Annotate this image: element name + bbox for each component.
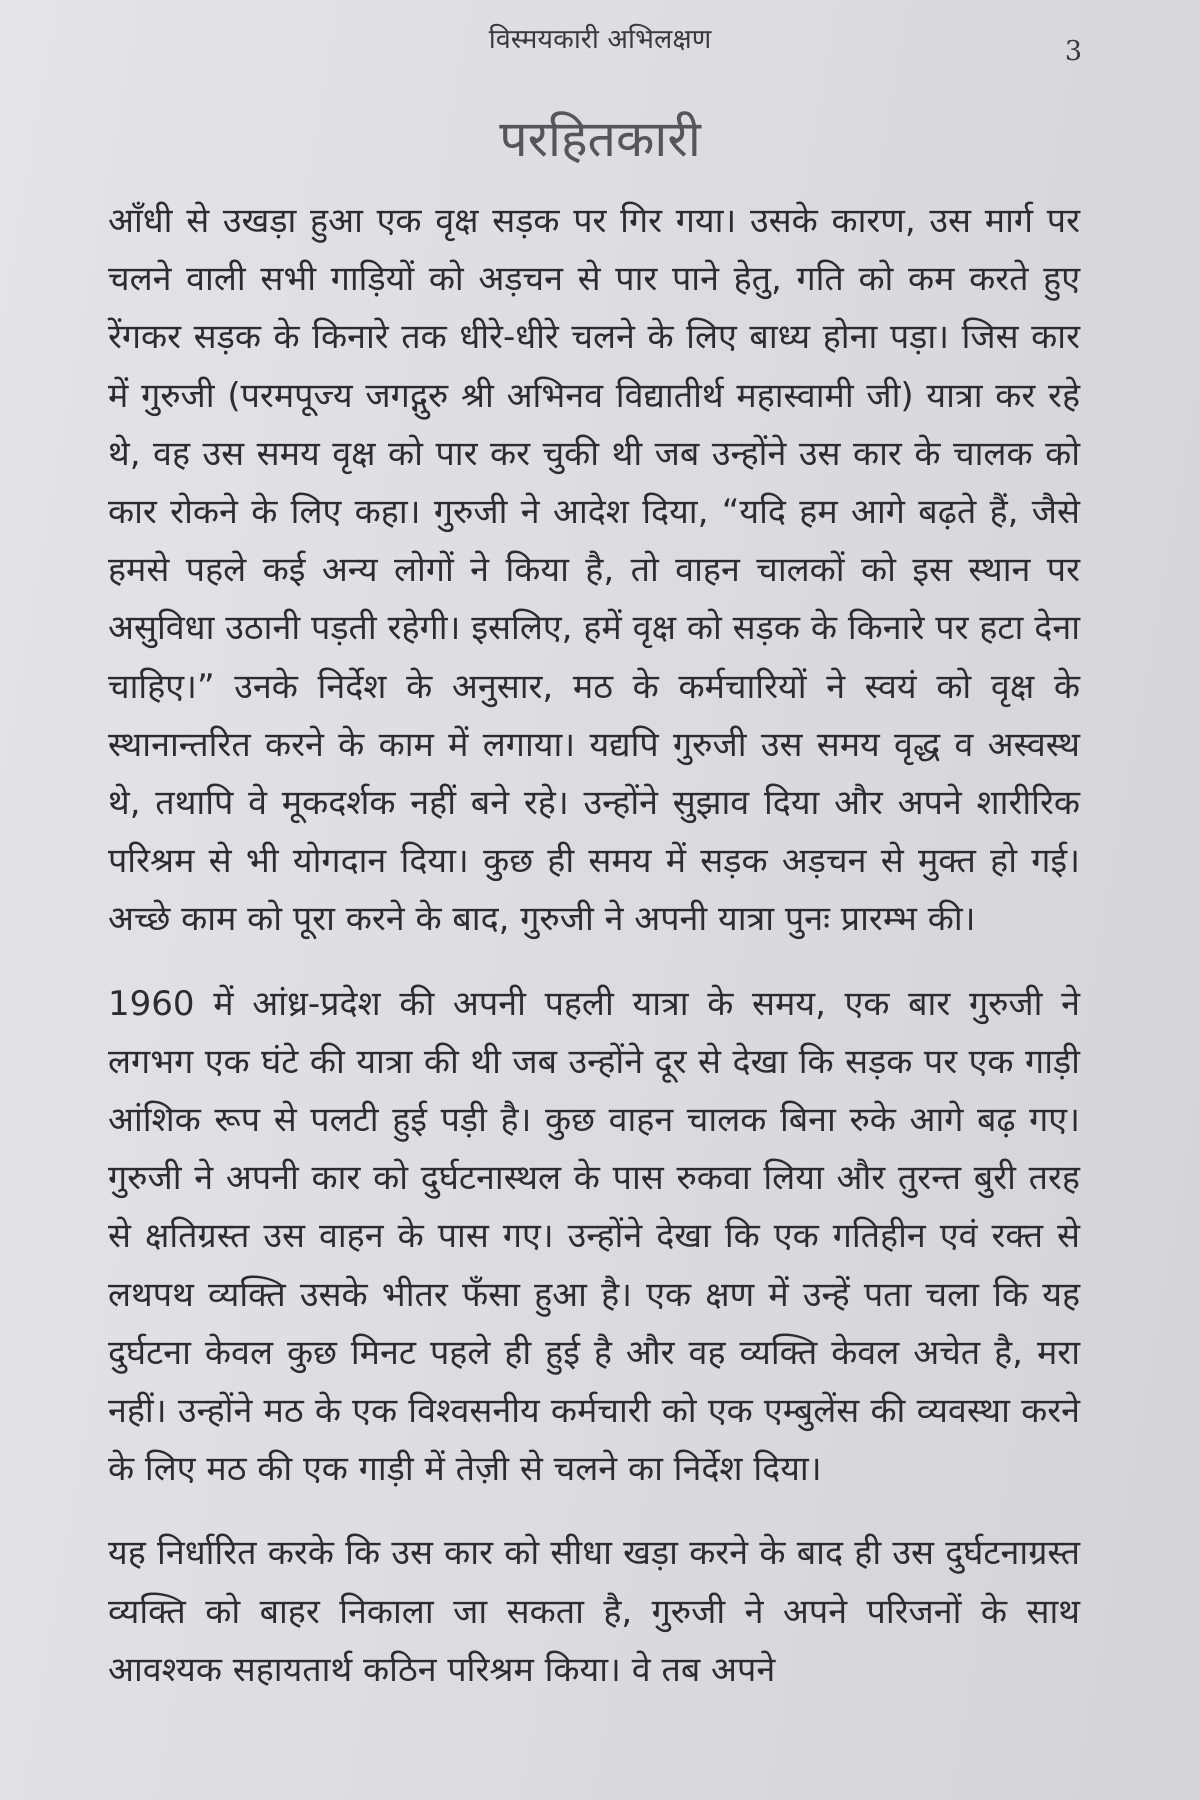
page-number: 3 bbox=[1064, 36, 1082, 67]
chapter-title: परहितकारी bbox=[499, 110, 701, 168]
running-head bbox=[0, 20, 1200, 67]
body-text bbox=[108, 192, 1080, 1699]
running-title: विस्मयकारी अभिलक्षण bbox=[488, 24, 712, 55]
paragraph-tree-removal: आँधी से उखड़ा हुआ एक वृक्ष सड़क पर गिर गया। उसके कारण, उस मार्ग पर चलने वाली सभी गाड़ियों को अड़चन से पार पाने हेतु, गति को कम करते हुए रेंगकर सड़क के किनारे तक धीरे-धीरे चलने के लिए बाध्य होना पड़ा। जिस कार में गुरुजी (परमपूज्य जगद्गुरु श्री अभिनव विद्यातीर्थ महास्वामी जी) यात्रा कर रहे थे, वह उस समय वृक्ष को पार कर चुकी थी जब उन्होंने उस कार के चालक को कार रोकने के लिए कहा। गुरुजी ने आदेश दिया, “यदि हम आगे बढ़ते हैं, जैसे हमसे पहले कई अन्य लोगों ने किया है, तो वाहन चालकों को इस स्थान पर असुविधा उठानी पड़ती रहेगी। इसलिए, हमें वृक्ष को सड़क के किनारे पर हटा देना चाहिए।” उनके निर्देश के अनुसार, मठ के कर्मचारियों ने स्वयं को वृक्ष के स्थानान्तरित करने के काम में लगाया। यद्यपि गुरुजी उस समय वृद्ध व अस्वस्थ थे, तथापि वे मूकदर्शक नहीं बने रहे। उन्होंने सुझाव दिया और अपने शारीरिक परिश्रम से भी योगदान दिया। कुछ ही समय में सड़क अड़चन से मुक्त हो गई। अच्छे काम को पूरा करने के बाद, गुरुजी ने अपनी यात्रा पुनः प्रारम्भ की। bbox=[108, 201, 1080, 940]
paragraph-accident-1960: 1960 में आंध्र-प्रदेश की अपनी पहली यात्रा के समय, एक बार गुरुजी ने लगभग एक घंटे की यात्रा की थी जब उन्होंने दूर से देखा कि सड़क पर एक गाड़ी आंशिक रूप से पलटी हुई पड़ी है। कुछ वाहन चालक बिना रुके आगे बढ़ गए। गुरुजी ने अपनी कार को दुर्घटनास्थल के पास रुकवा लिया और तुरन्त बुरी तरह से क्षतिग्रस्त उस वाहन के पास गए। उन्होंने देखा कि एक गतिहीन एवं रक्त से लथपथ व्यक्ति उसके भीतर फँसा हुआ है। एक क्षण में उन्हें पता चला कि यह दुर्घटना केवल कुछ मिनट पहले ही हुई है और वह व्यक्ति केवल अचेत है, मरा नहीं। उन्होंने मठ के एक विश्वसनीय कर्मचारी को एक एम्बुलेंस की व्यवस्था करने के लिए मठ की एक गाड़ी में तेज़ी से चलने का निर्देश दिया। bbox=[108, 983, 1080, 1490]
paragraph-rescue: यह निर्धारित करके कि उस कार को सीधा खड़ा करने के बाद ही उस दुर्घटनाग्रस्त व्यक्ति को बाहर निकाला जा सकता है, गुरुजी ने अपने परिजनों के साथ आवश्यक सहायतार्थ कठिन परिश्रम किया। वे तब अपने bbox=[108, 1533, 1080, 1690]
